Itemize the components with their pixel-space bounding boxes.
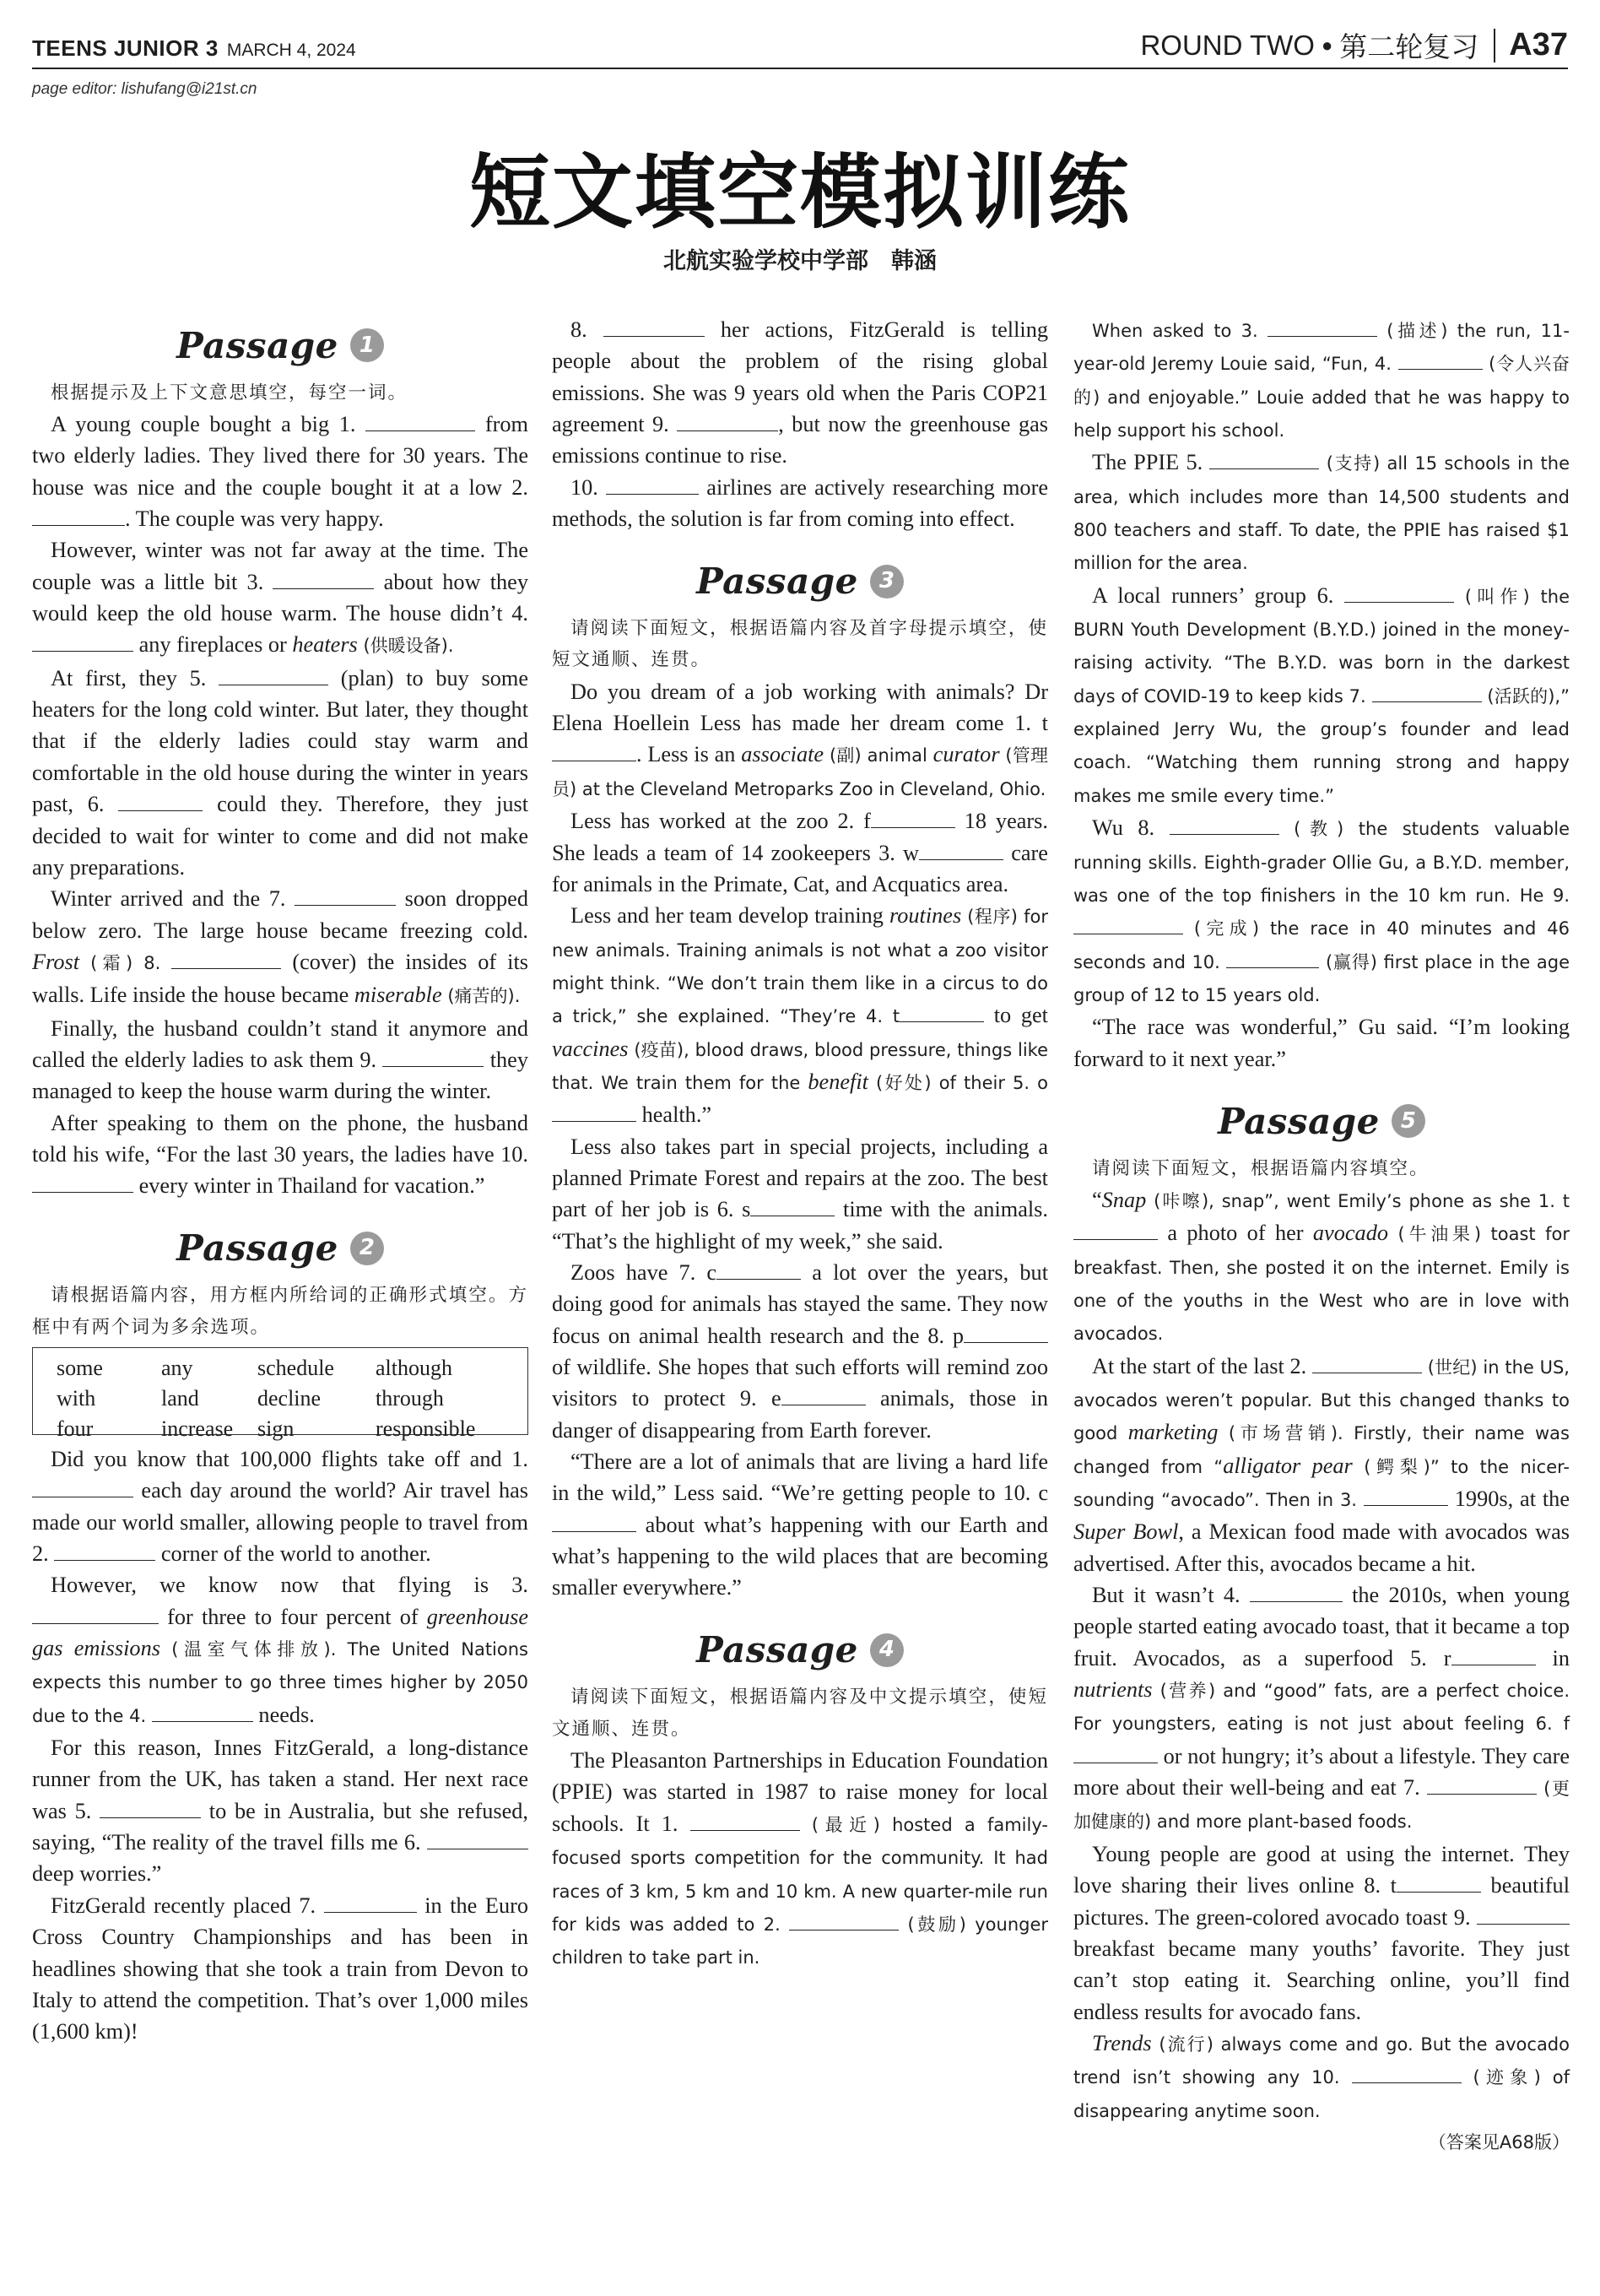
blank[interactable] [606, 475, 699, 495]
blank[interactable] [871, 809, 955, 828]
passage-3-heading: Passage 3 [552, 550, 1048, 613]
blank[interactable] [1073, 1744, 1158, 1763]
blank[interactable] [552, 1102, 636, 1122]
blank[interactable] [54, 1541, 155, 1561]
word-option: four [57, 1416, 94, 1441]
blank[interactable] [295, 886, 396, 906]
passage-5-heading: Passage 5 [1073, 1090, 1570, 1153]
paragraph: After speaking to them on the phone, the husband told his wife, “For the last 30 years, the ladies have 10. every winter in Thailand for vacation.” [32, 1110, 528, 1199]
blank[interactable] [750, 1197, 835, 1216]
paragraph: Do you dream of a job working with animals? Dr Elena Hoellein Less has made her dream come 1. t. Less is an associate (副) animal curator (管理员) at the Cleveland Metroparks Zoo in Cleveland, Ohio. [552, 679, 1049, 799]
blank[interactable] [964, 1324, 1048, 1343]
paragraph: 10. airlines are actively researching more methods, the solution is far from coming into effect. [552, 474, 1048, 532]
blank[interactable] [781, 1386, 866, 1405]
paragraph: However, we know now that flying is 3. for three to four percent of greenhouse gas emissions (温室气体排放). The United Nations expects this number to go three times higher by 2050 due to the 4. needs. [32, 1573, 528, 1727]
blank[interactable] [1209, 450, 1319, 469]
column-3 [1073, 314, 1570, 2158]
word-bank [32, 1347, 528, 1441]
blank[interactable] [118, 792, 203, 811]
paragraph: For this reason, Innes FitzGerald, a long-distance runner from the UK, has taken a stand. Her next race was 5. to be in Australia, but she refused, saying, “The reality of the travel fills me 6. deep worries.” [32, 1736, 528, 1887]
blank[interactable] [1268, 317, 1377, 337]
paragraph: However, winter was not far away at the time. The couple was a little bit 3. about how they would keep the old house warm. The house didn’t 4. any fireplaces or heaters (供暖设备). [32, 538, 528, 658]
paragraph: 8. her actions, FitzGerald is telling people about the problem of the rising global emissions. She was 9 years old when the Paris COP21 agreement 9. , but now the greenhouse gas emissions continue to rise. [552, 317, 1049, 468]
passage-1-instructions: 根据提示及上下文意思填空，每空一词。 [51, 382, 408, 403]
section-name-cn: 第二轮复习 [1339, 31, 1479, 62]
paragraph: A local runners’ group 6. (叫作) the BURN Youth Development (B.Y.D.) joined in the money-raising activity. “The B.Y.D. was born in the darkest days of COVID-19 to keep kids 7. (活跃的),” explained Jerry Wu, the group’s founder and lead coach. “Watching them running strong and happy makes me smile every time.” [1073, 582, 1570, 806]
paragraph: But it wasn’t 4. the 2010s, when young people started eating avocado toast, that it became a top fruit. Avocados, as a superfood 5. r in nutrients (营养) and “good” fats, are a perfect choice. For youngsters, eating is not just about feeling 6. f or not hungry; it’s about a lifestyle. They care more about their well-being and eat 7. (更加健康的) and more plant-based foods. [1073, 1583, 1570, 1833]
blank[interactable] [552, 1513, 636, 1532]
word-option: through [376, 1386, 444, 1411]
paragraph: Less and her team develop training routines (程序) for new animals. Training animals is not what a zoo visitor might think. “We don’t train them like in a circus to do a trick,” she explained. “They’re 4. t to get vaccines (疫苗), blood draws, blood pressure, things like that. We train them for the benefit (好处) of their 5. o health.” [552, 903, 1048, 1128]
column-1 [32, 314, 528, 2048]
paragraph: The PPIE 5. (支持) all 15 schools in the area, which includes more than 14,500 students and 800 teachers and staff. To date, the PPIE has raised $1 million for the area. [1073, 450, 1570, 574]
header-divider [1494, 29, 1495, 62]
blank[interactable] [1226, 949, 1319, 968]
blank[interactable] [1312, 1354, 1422, 1373]
blank[interactable] [1364, 1486, 1448, 1506]
blank[interactable] [365, 412, 475, 431]
paragraph: Young people are good at using the internet. They love sharing their lives online 8. t beautiful pictures. The green-colored avocado toast 9. breakfast became many youths’ favorite. They just can’t stop eating it. Searching online, you’ll find endless results for avocado fans. [1073, 1841, 1570, 2024]
author-line: 北航实验学校中学部 韩涵 [663, 248, 937, 274]
page-title: 短文填空模拟训练 [469, 145, 1131, 240]
paragraph: At first, they 5. (plan) to buy some heaters for the long cold winter. But later, they thought that if the elderly ladies could stay warm and comfortable in the old house during the winter in years past, 6. could they. Therefore, they just decided to wait for winter to come and did not make any preparations. [32, 665, 529, 880]
passage-2-heading: Passage 2 [32, 1217, 528, 1281]
publication-header [32, 35, 356, 62]
blank[interactable] [603, 317, 705, 337]
publication-name: TEENS JUNIOR 3 [32, 35, 219, 61]
number-badge: 1 [350, 328, 384, 362]
paragraph: “The race was wonderful,” Gu said. “I’m looking forward to it next year.” [1073, 1015, 1570, 1071]
word-option: increase [161, 1416, 234, 1441]
blank[interactable] [1073, 1221, 1158, 1240]
blank[interactable] [32, 1478, 133, 1497]
passage-5-instructions: 请阅读下面短文，根据语篇内容填空。 [1092, 1157, 1430, 1179]
section-name: ROUND TWO [1140, 29, 1315, 61]
paragraph: The Pleasanton Partnerships in Education Foundation (PPIE) was started in 1987 to raise money for local schools. It 1. (最近) hosted a family-focused sports competition for the community. It had races of 3 km, 5 km and 10 km. A new quarter-mile run for kids was added to 2. (鼓励) younger children to take part in. [552, 1748, 1049, 1968]
number-badge: 3 [870, 565, 904, 598]
blank[interactable] [32, 1605, 159, 1624]
paragraph: When asked to 3. (描述) the run, 11-year-old Jeremy Louie said, “Fun, 4. (令人兴奋的) and enjoyable.” Louie added that he was happy to help support his school. [1073, 314, 1570, 447]
section-header [1140, 25, 1568, 65]
blank[interactable] [900, 1003, 984, 1022]
paragraph: Finally, the husband couldn’t stand it anymore and called the elderly ladies to ask them 9. they managed to keep the house warm during the winter. [32, 1015, 528, 1104]
blank[interactable] [789, 1911, 899, 1930]
blank[interactable] [552, 742, 636, 761]
number-badge: 2 [350, 1232, 384, 1265]
issue-date: MARCH 4, 2024 [226, 41, 356, 60]
blank[interactable] [1352, 2064, 1462, 2083]
blank[interactable] [677, 412, 778, 431]
word-option: some [57, 1356, 103, 1380]
blank[interactable] [1397, 1873, 1481, 1893]
number-badge: 5 [1392, 1104, 1425, 1138]
passage-1-heading: Passage 1 [32, 314, 528, 377]
passage-3-instructions: 请阅读下面短文，根据语篇内容及首字母提示填空，使短文通顺、连贯。 [552, 618, 1048, 671]
passage-2-instructions: 请根据语篇内容，用方框内所给词的正确形式填空。方框中有两个词为多余选项。 [32, 1285, 528, 1338]
word-option: decline [257, 1386, 322, 1411]
paragraph: Did you know that 100,000 flights take off and 1. each day around the world? Air travel has made our world smaller, allowing people to travel from 2. corner of the world to another. [32, 1447, 528, 1567]
paragraph: “Snap (咔嚓), snap”, went Emily’s phone as she 1. t a photo of her avocado (牛油果) toast for breakfast. Then, she posted it on the internet. Emily is one of the youths in the West who are in love with avocados. [1073, 1187, 1570, 1345]
paragraph: Less also takes part in special projects, including a planned Primate Forest and repairs at the zoo. The best part of her job is 6. s time with the animals. “That’s the highlight of my week,” she said. [552, 1134, 1048, 1254]
paragraph: Wu 8. (教) the students valuable running skills. Eighth-grader Ollie Gu, a B.Y.D. member, was one of the top finishers in the 10 km run. He 9. (完成) the race in 40 minutes and 46 seconds and 10. (赢得) first place in the age group of 12 to 15 years old. [1073, 815, 1570, 1005]
bullet-icon: ● [1321, 34, 1333, 56]
blank[interactable] [152, 1703, 253, 1722]
paragraph: Winter arrived and the 7. soon dropped below zero. The large house became freezing cold. Frost (霜) 8. (cover) the insides of its walls. Life inside the house became miserable (痛苦的). [32, 886, 528, 1008]
blank[interactable] [32, 506, 125, 526]
paragraph: Trends (流行) always come and go. But the avocado trend isn’t showing any 10. (迹象) of disappearing anytime soon. [1073, 2030, 1570, 2121]
blank[interactable] [1372, 683, 1482, 702]
blank[interactable] [1344, 583, 1454, 603]
passage-4-heading: Passage 4 [552, 1619, 1048, 1682]
blank[interactable] [273, 570, 374, 589]
column-2 [552, 314, 1048, 1974]
blank[interactable] [690, 1811, 800, 1831]
blank[interactable] [171, 950, 281, 969]
word-option: responsible [376, 1416, 476, 1441]
blank[interactable] [324, 1893, 417, 1913]
paragraph: At the start of the last 2. (世纪) in the US, avocados weren’t popular. But this changed thanks to good marketing (市场营销). Firstly, their name was changed from “alligator pear (鳄梨)” to the nicer-sounding “avocado”. Then in 3. 1990s, at the Super Bowl, a Mexican food made with avocados was advertised. After this, avocados became a hit. [1073, 1353, 1570, 1576]
header-rule [32, 68, 1568, 69]
paragraph: FitzGerald recently placed 7. in the Euro Cross Country Championships and has been in headlines showing that she took a train from Devon to Italy to attend the competition. That’s over 1,000 miles (1,600 km)! [32, 1893, 529, 2044]
blank[interactable] [1250, 1583, 1343, 1602]
passage-4-instructions: 请阅读下面短文，根据语篇内容及中文提示填空，使短文通顺、连贯。 [552, 1687, 1048, 1740]
word-option: land [161, 1386, 199, 1411]
word-option: schedule [257, 1356, 334, 1380]
paragraph: “There are a lot of animals that are living a hard life in the wild,” Less said. “We’re getting people to 10. c about what’s happening with our Earth and what’s happening to the wild places that are becoming smaller everywhere.” [552, 1449, 1048, 1600]
blank[interactable] [32, 632, 133, 652]
word-option: sign [257, 1416, 295, 1441]
blank[interactable] [32, 1173, 133, 1193]
blank[interactable] [1451, 1646, 1536, 1665]
paragraph: A young couple bought a big 1. from two elderly ladies. They lived there for 30 years. The house was nice and the couple bought it at a low 2. . The couple was very happy. [32, 412, 528, 532]
number-badge: 4 [870, 1633, 904, 1667]
word-option: although [376, 1356, 452, 1380]
blank[interactable] [427, 1830, 528, 1849]
blank[interactable] [1170, 815, 1279, 835]
page-number: A37 [1509, 27, 1568, 62]
blank[interactable] [100, 1799, 201, 1818]
blank[interactable] [382, 1048, 484, 1067]
paragraph: Less has worked at the zoo 2. f 18 years. She leads a team of 14 zookeepers 3. w care for animals in the Primate, Cat, and Acquatics area. [552, 809, 1048, 896]
blank[interactable] [1398, 350, 1483, 370]
word-option: with [57, 1386, 96, 1411]
answer-reference: （答案见A68版） [1428, 2131, 1570, 2152]
blank[interactable] [1477, 1905, 1570, 1925]
paragraph: Zoos have 7. c a lot over the years, but doing good for animals has stayed the same. They now focus on animal health research and the 8. p of wildlife. She hopes that such efforts will remind zoo visitors to protect 9. e animals, those in danger of disappearing from Earth forever. [552, 1259, 1048, 1443]
blank[interactable] [716, 1260, 801, 1280]
blank[interactable] [919, 841, 1003, 860]
word-option: any [161, 1356, 193, 1380]
blank[interactable] [1073, 915, 1183, 934]
blank[interactable] [1427, 1775, 1537, 1795]
page-editor: page editor: lishufang@i21st.cn [32, 80, 257, 98]
blank[interactable] [219, 666, 328, 685]
